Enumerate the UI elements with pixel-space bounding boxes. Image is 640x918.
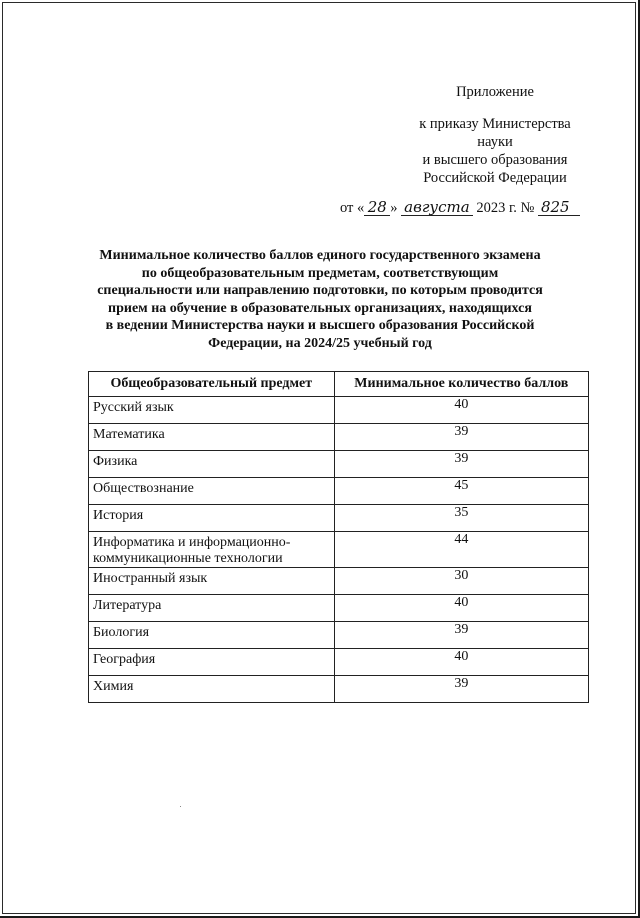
score-cell: 30 — [334, 568, 588, 595]
score-cell: 40 — [334, 595, 588, 622]
table-row — [89, 532, 589, 568]
order-reference — [330, 199, 580, 217]
subject-cell: История — [89, 505, 335, 532]
subject-cell: Биология — [89, 622, 335, 649]
heading-line-2: по общеобразовательным предметам, соответствующим — [141, 265, 499, 281]
subject-cell: Литература — [89, 595, 335, 622]
annex-line-3: Российской Федерации — [423, 170, 567, 186]
subject-cell: Обществознание — [89, 478, 335, 505]
table-row — [89, 451, 589, 478]
table-row — [89, 478, 589, 505]
header-min-score: Минимальное количество баллов — [334, 372, 588, 397]
scan-speck — [180, 806, 181, 807]
subject-cell: Русский язык — [89, 397, 335, 424]
table-row — [89, 505, 589, 532]
heading-line-6: Федерации, на 2024/25 учебный год — [208, 335, 432, 351]
table-row — [89, 622, 589, 649]
score-cell: 39 — [334, 622, 588, 649]
score-cell: 39 — [334, 424, 588, 451]
heading-line-1: Минимальное количество баллов единого государственного экзамена — [99, 248, 541, 263]
order-day-handwritten: 28 — [364, 199, 390, 216]
table-row — [89, 568, 589, 595]
subject-cell: Физика — [89, 451, 335, 478]
heading-line-3: специальности или направлению подготовки, по которым проводится — [97, 283, 543, 299]
header-subject: Общеобразовательный предмет — [89, 372, 335, 397]
heading-line-5: в ведении Министерства науки и высшего образования Российской — [105, 318, 535, 334]
order-prefix: от « — [340, 200, 365, 216]
annex-block — [330, 83, 580, 217]
heading-line-4: прием на обучение в образовательных организациях, находящихся — [108, 300, 532, 316]
subject-cell: Химия — [89, 676, 335, 703]
score-cell: 44 — [334, 532, 588, 568]
table-header-row — [89, 372, 589, 397]
scores-table — [88, 371, 589, 703]
annex-title: Приложение — [456, 84, 534, 100]
annex-line-1: к приказу Министерства науки — [419, 116, 571, 150]
document-heading — [80, 247, 560, 353]
table-row — [89, 397, 589, 424]
order-year: 2023 г. № — [476, 200, 535, 216]
table-row — [89, 424, 589, 451]
score-cell: 39 — [334, 451, 588, 478]
annex-line-2: и высшего образования — [422, 152, 568, 168]
table-row — [89, 676, 589, 703]
subject-cell: Иностранный язык — [89, 568, 335, 595]
table-row — [89, 649, 589, 676]
table-row — [89, 595, 589, 622]
score-cell: 39 — [334, 676, 588, 703]
score-cell: 45 — [334, 478, 588, 505]
order-mid: » — [390, 200, 398, 216]
order-number-handwritten: 825 — [538, 199, 580, 216]
subject-cell: Информатика и информационно-коммуникационные технологии — [89, 532, 335, 568]
subject-cell: География — [89, 649, 335, 676]
score-cell: 35 — [334, 505, 588, 532]
order-month-handwritten: августа — [401, 199, 473, 216]
score-cell: 40 — [334, 649, 588, 676]
subject-cell: Математика — [89, 424, 335, 451]
score-cell: 40 — [334, 397, 588, 424]
